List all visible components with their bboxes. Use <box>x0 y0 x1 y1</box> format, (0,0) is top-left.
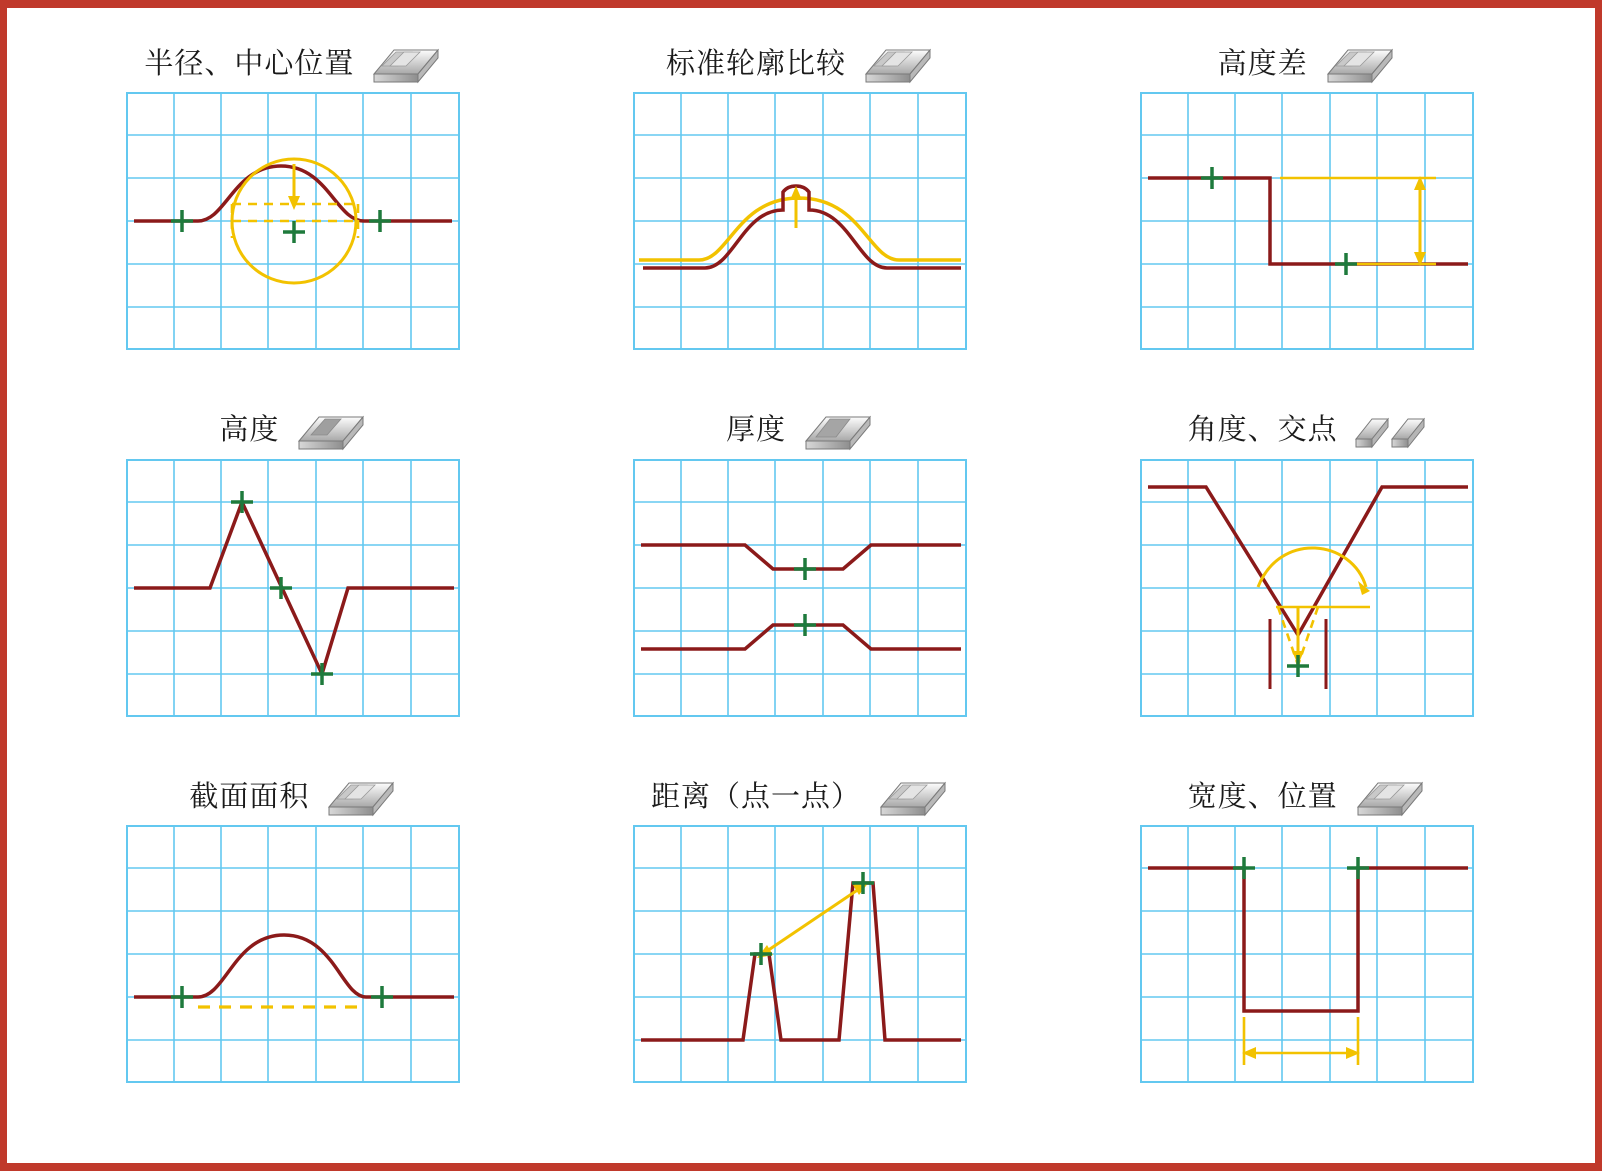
profile-plot-thickness <box>633 459 967 717</box>
step-sample-3d-icon <box>323 767 397 821</box>
card-title: 宽度、位置 <box>1187 778 1338 813</box>
card-header <box>651 763 949 825</box>
profile-plot-height <box>126 459 460 717</box>
example-card-height <box>40 397 547 764</box>
two-blocks-3d-icon <box>1352 401 1426 455</box>
profile-plot-standard-comparison <box>633 92 967 350</box>
profile-plot-distance <box>633 825 967 1083</box>
example-card-radius-center-position <box>40 30 547 397</box>
step-sample-3d-icon <box>1322 34 1396 88</box>
card-title: 高度差 <box>1217 45 1308 80</box>
card-header <box>189 763 397 825</box>
top-accent-bar <box>0 0 1602 8</box>
profile-plot-angle-intersection <box>1140 459 1474 717</box>
example-card-angle-intersection <box>1053 397 1560 764</box>
step-sample-3d-icon <box>368 34 442 88</box>
card-header <box>666 30 934 92</box>
profile-plot-height-difference <box>1140 92 1474 350</box>
card-header <box>1218 30 1396 92</box>
example-card-width-position <box>1053 763 1560 1130</box>
step-sample-3d-icon <box>875 767 949 821</box>
card-title: 距离（点一点） <box>650 778 861 813</box>
example-card-distance-point-to-point <box>547 763 1054 1130</box>
profile-plot-radius-center <box>126 92 460 350</box>
step-sample-3d-icon <box>1352 767 1426 821</box>
step-sample-3d-icon <box>860 34 934 88</box>
card-header <box>144 30 442 92</box>
profile-plot-cross-section-area <box>126 825 460 1083</box>
card-title: 高度 <box>219 412 280 447</box>
card-title: 标准轮廓比较 <box>665 45 846 80</box>
groove-sample-3d-icon <box>293 401 367 455</box>
example-card-cross-section-area <box>40 763 547 1130</box>
card-title: 半径、中心位置 <box>144 45 355 80</box>
card-header <box>219 397 367 459</box>
example-card-thickness <box>547 397 1054 764</box>
card-header <box>726 397 874 459</box>
card-header <box>1188 763 1426 825</box>
card-title: 厚度 <box>725 412 786 447</box>
measurement-examples-grid <box>40 30 1560 1130</box>
bottom-accent-bar <box>0 1163 1602 1171</box>
example-card-height-difference <box>1053 30 1560 397</box>
example-card-standard-profile-comparison <box>547 30 1054 397</box>
card-title: 角度、交点 <box>1187 412 1338 447</box>
card-title: 截面面积 <box>189 778 310 813</box>
channel-sample-3d-icon <box>800 401 874 455</box>
profile-plot-width-position <box>1140 825 1474 1083</box>
card-header <box>1188 397 1426 459</box>
